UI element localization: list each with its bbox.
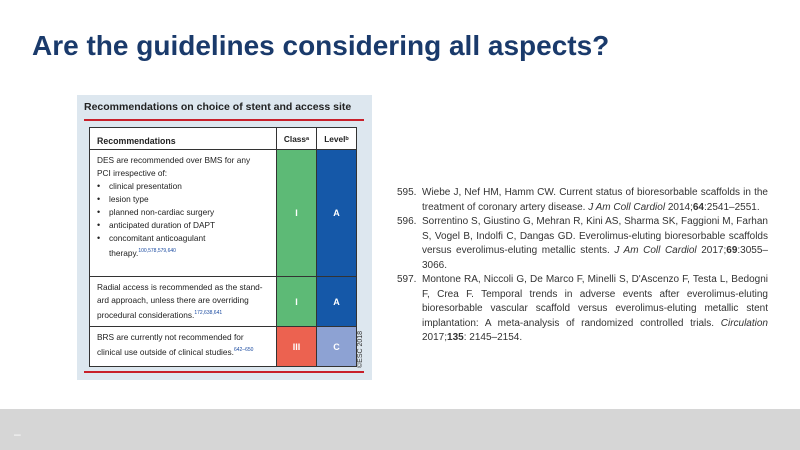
bullet-list [97,180,276,245]
footer-bar [0,409,800,450]
list-item: 595. Wiebe J, Nef HM, Hamm CW. Current status of bioresorbable scaffolds in the treatment of coronary artery disease. J Am Coll Cardiol 2014;64:2541–2551. [397,187,768,213]
header-class: Class a [277,128,317,149]
list-item: 596. Sorrentino S, Giustino G, Mehran R, Kini AS, Sharma SK, Faggioni M, Farhan S, Vogel B, Indolfi C, Dangas GD. Everolimus-eluting bioresorbable scaffolds versus everolimus-eluting metallic stents. J Am Coll Cardiol 2017;69:3055–3066. [397,216,768,271]
slide-title: Are the guidelines considering all aspects? [32,30,610,61]
reference-list [397,186,768,346]
table-header [90,128,356,150]
recommendations-figure [77,95,372,380]
class-badge: I [277,277,317,326]
table-row [90,150,356,277]
list-item: • concomitant anticoagulant [97,232,276,245]
top-divider [84,119,364,121]
figure-title: Recommendations on choice of stent and access site [84,101,352,113]
recommendation-text: BRS are currently not recommended for clinical use outside of clinical studies.$^{642-650}$ [90,327,277,366]
list-item: • anticipated duration of DAPT [97,219,276,232]
recommendation-text: DES are recommended over BMS for any PCI irrespective of: • clinical presentation • lesion type • planned non-cardiac surgery • anticipated duration of DAPT • concomitant anticoagulant therapy.$^{100,578,579,640}$ [90,150,277,276]
level-badge: C [317,327,356,366]
footer-mark: – [14,427,21,441]
citation-refs: 100,578,579,640 [138,248,176,254]
recommendations-table [89,127,357,367]
copyright-notice: ©ESC 2018 [357,330,364,368]
list-item: 597. Montone RA, Niccoli G, De Marco F, Minelli S, D'Ascenzo F, Testa L, Bedogni F, Crea F. Temporal trends in adverse events after everolimus-eluting bioresorbable vascular scaffold versus everolimus-eluting metallic stent implantation: A meta-analysis of randomized controlled trials. Circulation 2017;135: 2145–2154. [397,274,768,343]
list-item: • lesion type [97,193,276,206]
level-badge: A [317,150,356,276]
list-item: • planned non-cardiac surgery [97,206,276,219]
class-badge: III [277,327,317,366]
class-badge: I [277,150,317,276]
list-item: • clinical presentation [97,180,276,193]
citation-refs: 172,638,641 [194,310,223,316]
level-badge: A [317,277,356,326]
header-recommendations: Recommendations [90,128,277,149]
table-row [90,327,356,366]
table-row [90,277,356,327]
citation-refs: 642–650 [233,347,254,353]
recommendation-text: Radial access is recommended as the stand- ard approach, unless there are overriding procedural considerations.$^{172,638,641}$ [90,277,277,326]
bottom-divider [84,371,364,373]
header-level: Level b [324,133,349,144]
